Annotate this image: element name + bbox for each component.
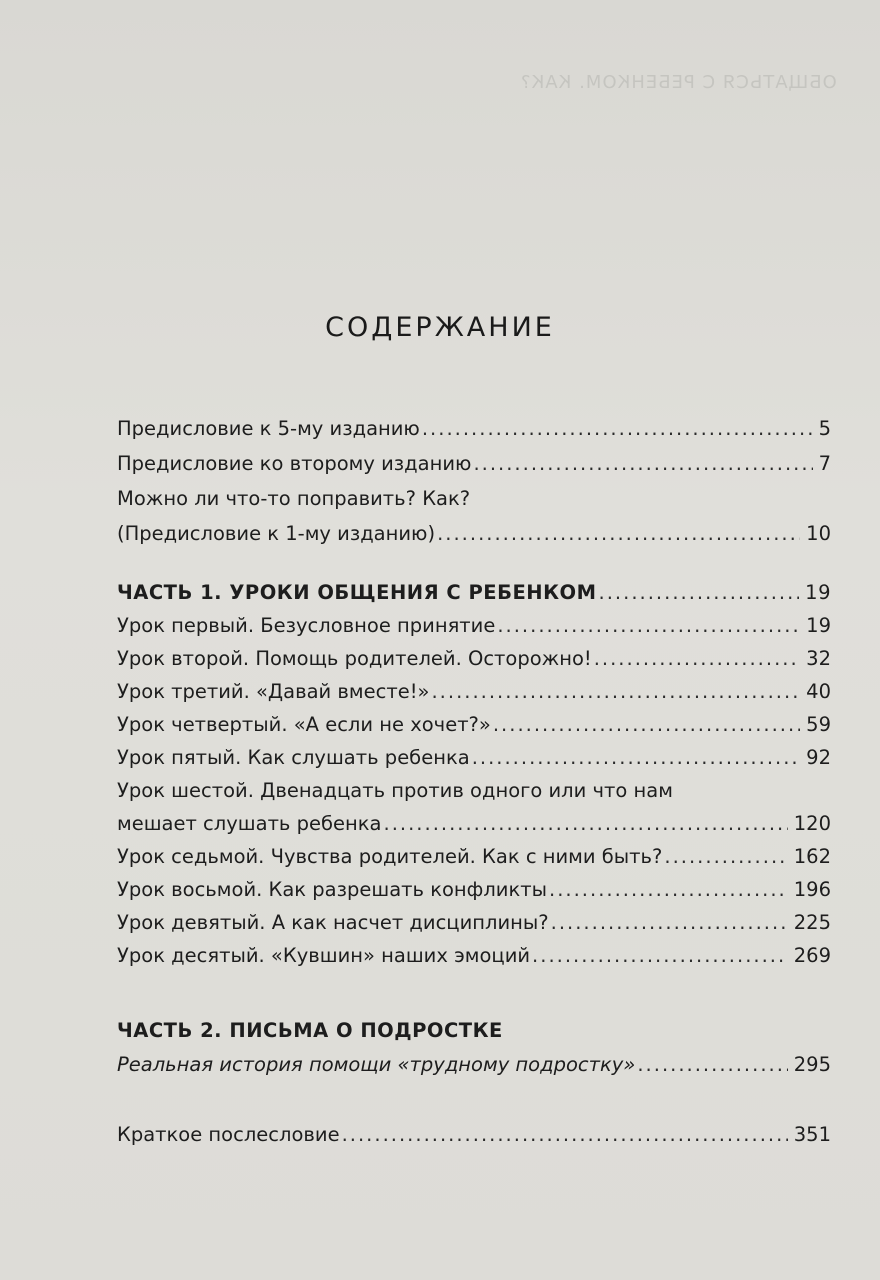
leader-dots (664, 844, 787, 870)
toc-entry-label-line1: Можно ли что-то поправить? Как? (117, 487, 471, 510)
toc-entry[interactable] (117, 877, 831, 903)
toc-entry-page: 59 (806, 713, 831, 736)
toc-entry[interactable] (117, 943, 831, 969)
toc-entry-label: Урок восьмой. Как разрешать конфликты (117, 878, 547, 901)
toc-entry-page: 19 (806, 614, 831, 637)
leader-dots (437, 521, 800, 547)
toc-entry-page: 92 (806, 746, 831, 769)
leader-dots (431, 679, 800, 705)
toc-entry-page: 162 (793, 845, 831, 868)
toc-entry-page: 120 (793, 812, 831, 835)
toc-entry-label: Урок первый. Безусловное принятие (117, 614, 496, 637)
toc-entry-label: Предисловие к 5-му изданию (117, 417, 420, 440)
toc-entry-page: 5 (818, 417, 831, 440)
toc-entry-multiline[interactable] (117, 486, 831, 547)
toc-entry-label: Урок второй. Помощь родителей. Осторожно! (117, 647, 592, 670)
leader-dots (472, 745, 800, 771)
toc-entry-multiline[interactable] (117, 778, 831, 837)
toc-entry-label: Урок седьмой. Чувства родителей. Как с ними быть? (117, 845, 663, 868)
leader-dots (549, 877, 788, 903)
toc-entry-label: Урок десятый. «Кувшин» наших эмоций (117, 944, 531, 967)
leader-dots (422, 416, 813, 442)
toc-entry[interactable] (117, 910, 831, 936)
toc-entry-label-line1: Урок шестой. Двенадцать против одного или что нам (117, 779, 673, 802)
toc-entry[interactable] (117, 613, 831, 639)
toc-entry[interactable] (117, 451, 831, 477)
toc-entry[interactable] (117, 712, 831, 738)
toc-entry-page: 32 (806, 647, 831, 670)
toc-entry[interactable] (117, 1122, 831, 1148)
toc-entry-label: Урок третий. «Давай вместе!» (117, 680, 430, 703)
leader-dots (599, 580, 800, 606)
toc-part1 (117, 580, 831, 969)
toc-entry[interactable] (117, 679, 831, 705)
toc-entry-page: 196 (793, 878, 831, 901)
toc-entry-label: Урок девятый. А как насчет дисциплины? (117, 911, 549, 934)
toc-entry[interactable] (117, 844, 831, 870)
toc-part2 (117, 1018, 831, 1078)
toc-entry-page: 7 (818, 452, 831, 475)
toc-entry-label-line2: мешает слушать ребенка (117, 812, 382, 835)
toc-entry-page: 10 (806, 522, 831, 545)
toc-entry-page: 19 (805, 581, 831, 604)
leader-dots (342, 1122, 788, 1148)
toc-entry-label: Реальная история помощи «трудному подростку» (117, 1053, 636, 1076)
page-title: СОДЕРЖАНИЕ (325, 312, 555, 343)
toc-entry[interactable] (117, 1052, 831, 1078)
bleed-through-running-header: ОБЩАТЬСЯ С РЕБЕНКОМ. КАК? (520, 72, 837, 93)
toc-entry[interactable] (117, 646, 831, 672)
leader-dots (384, 811, 788, 837)
toc-afterword (117, 1122, 831, 1148)
toc-entry[interactable] (117, 745, 831, 771)
toc-intro (117, 416, 831, 547)
toc-part2-heading[interactable]: ЧАСТЬ 2. ПИСЬМА О ПОДРОСТКЕ (117, 1019, 503, 1042)
toc-entry-page: 225 (793, 911, 831, 934)
toc-entry-page: 40 (806, 680, 831, 703)
leader-dots (532, 943, 788, 969)
leader-dots (594, 646, 800, 672)
toc-entry[interactable] (117, 416, 831, 442)
leader-dots (473, 451, 812, 477)
toc-part-label: ЧАСТЬ 1. УРОКИ ОБЩЕНИЯ С РЕБЕНКОМ (117, 581, 597, 604)
leader-dots (493, 712, 800, 738)
toc-part1-heading[interactable] (117, 580, 831, 606)
toc-entry-label-line2: (Предисловие к 1-му изданию) (117, 522, 436, 545)
toc-entry-page: 351 (793, 1123, 831, 1146)
leader-dots (497, 613, 800, 639)
toc-entry-page: 269 (793, 944, 831, 967)
toc-entry-page: 295 (793, 1053, 831, 1076)
toc-entry-label: Предисловие ко второму изданию (117, 452, 472, 475)
leader-dots (637, 1052, 787, 1078)
toc-entry-label: Краткое послесловие (117, 1123, 340, 1146)
leader-dots (551, 910, 788, 936)
toc-entry-label: Урок четвертый. «А если не хочет?» (117, 713, 491, 736)
toc-entry-label: Урок пятый. Как слушать ребенка (117, 746, 470, 769)
